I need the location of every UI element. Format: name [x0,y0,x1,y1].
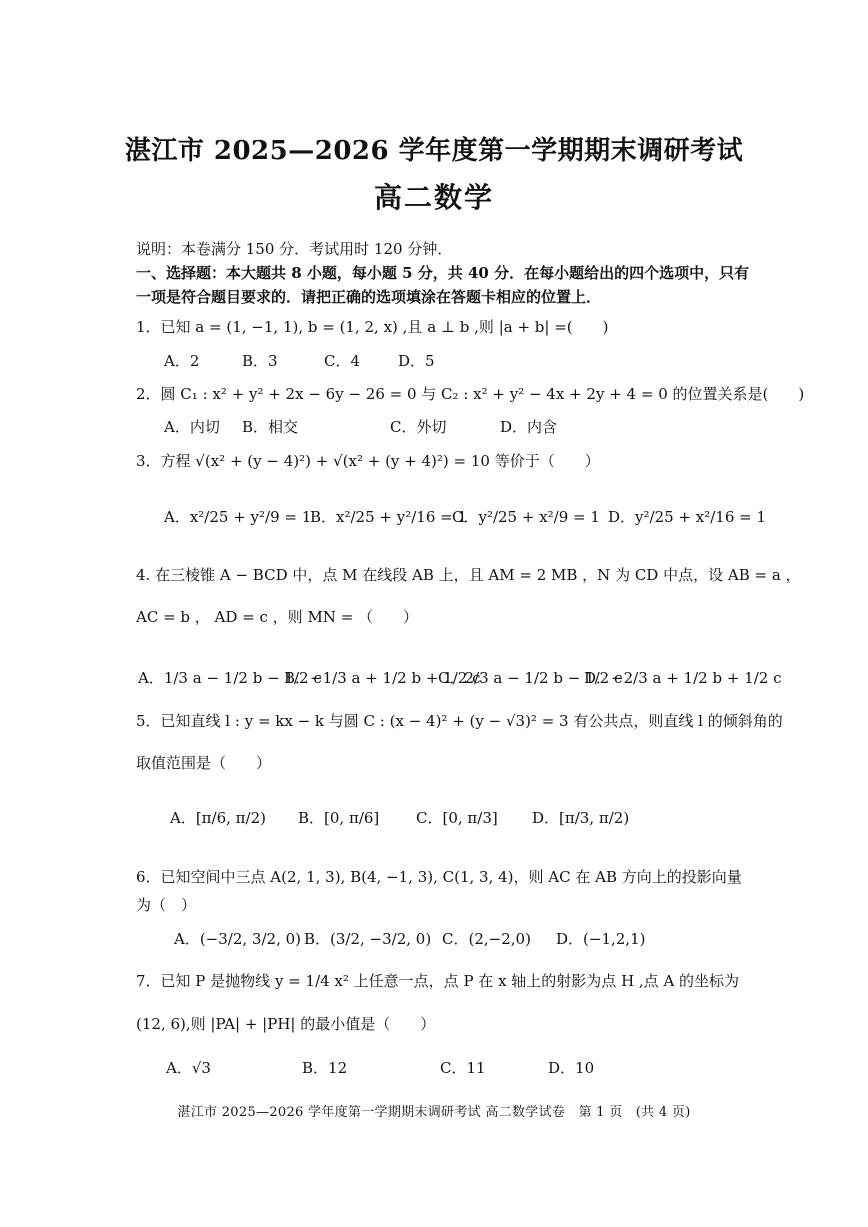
q4-stem-line1: 4. 在三棱锥 A − BCD 中，点 M 在线段 AB 上，且 AM = 2 MB ，N 为 CD 中点，设 AB = a ， [136,566,801,584]
q4-option-d: D．−2/3 a + 1/2 b + 1/2 c [584,669,782,687]
q1-option-c: C．4 [324,352,361,370]
q5-option-b: B．[0, π/6] [298,809,380,827]
q1-option-a: A．2 [164,352,200,370]
q4-option-c: C．2/3 a − 1/2 b − 1/2 c [438,669,623,687]
q6-option-d: D．(−1,2,1) [556,930,646,948]
q5-stem-line2: 取值范围是（ ） [136,754,272,772]
q3-option-a: A．x²/25 + y²/9 = 1 [164,508,312,526]
q6-option-b: B．(3/2, −3/2, 0) [304,930,432,948]
section1-instruction-line2: 一项是符合题目要求的．请把正确的选项填涂在答题卡相应的位置上． [136,288,602,306]
q4-option-a: A．1/3 a − 1/2 b − 1/2 c [138,669,322,687]
q1-option-b: B．3 [242,352,278,370]
q2-option-a: A．内切 [164,418,220,436]
q6-option-c: C．(2,−2,0) [442,930,531,948]
q5-option-c: C．[0, π/3] [416,809,498,827]
q5-option-a: A．[π/6, π/2) [170,809,266,827]
exam-note: 说明：本卷满分 150 分．考试用时 120 分钟． [136,240,453,258]
q3-option-b: B．x²/25 + y²/16 = 1 [310,508,468,526]
q7-option-c: C．11 [440,1059,486,1077]
q6-option-a: A．(−3/2, 3/2, 0) [174,930,302,948]
q7-option-a: A．√3 [166,1059,211,1077]
q3-option-d: D．y²/25 + x²/16 = 1 [608,508,767,526]
q6-stem-line1: 6．已知空间中三点 A(2, 1, 3), B(4, −1, 3), C(1, 3, 4)，则 AC 在 AB 方向上的投影向量 [136,868,742,886]
q3-stem: 3．方程 √(x² + (y − 4)²) + √(x² + (y + 4)²) = 10 等价于（ ） [136,452,600,470]
q2-option-c: C．外切 [390,418,447,436]
q3-option-c: C．y²/25 + x²/9 = 1 [452,508,600,526]
q4-option-b: B．−1/3 a + 1/2 b + 1/2 c [284,669,481,687]
q4-stem-line2: AC = b ， AD = c ，则 MN = （ ） [136,608,419,626]
q1-stem: 1．已知 a = (1, −1, 1), b = (1, 2, x) ,且 a ⊥ b ,则 |a + b| =( ) [136,318,609,336]
q7-option-d: D．10 [548,1059,595,1077]
page-footer: 湛江市 2025—2026 学年度第一学期期末调研考试 高二数学试卷 第 1 页 (共 4 页) [177,1105,691,1120]
exam-subtitle: 高二数学 [373,181,494,214]
q5-stem-line1: 5．已知直线 l : y = kx − k 与圆 C : (x − 4)² + (y − √3)² = 3 有公共点，则直线 l 的倾斜角的 [136,712,783,730]
q1-option-d: D．5 [398,352,435,370]
q7-option-b: B．12 [302,1059,348,1077]
exam-title: 湛江市 2025—2026 学年度第一学期期末调研考试 [124,136,744,166]
q2-option-b: B．相交 [242,418,299,436]
q7-stem-line1: 7．已知 P 是抛物线 y = 1/4 x² 上任意一点，点 P 在 x 轴上的射影为点 H ,点 A 的坐标为 [136,972,740,990]
q7-stem-line2: (12, 6),则 |PA| + |PH| 的最小值是（ ） [136,1015,436,1033]
q6-stem-line2: 为（ ） [136,896,197,914]
q5-option-d: D．[π/3, π/2) [532,809,630,827]
section1-instruction-line1: 一、选择题：本大题共 8 小题，每小题 5 分，共 40 分．在每小题给出的四个选项中，只有 [136,264,750,282]
q2-stem: 2．圆 C₁ : x² + y² + 2x − 6y − 26 = 0 与 C₂ : x² + y² − 4x + 2y + 4 = 0 的位置关系是( ) [136,385,805,403]
q2-option-d: D．内含 [500,418,558,436]
